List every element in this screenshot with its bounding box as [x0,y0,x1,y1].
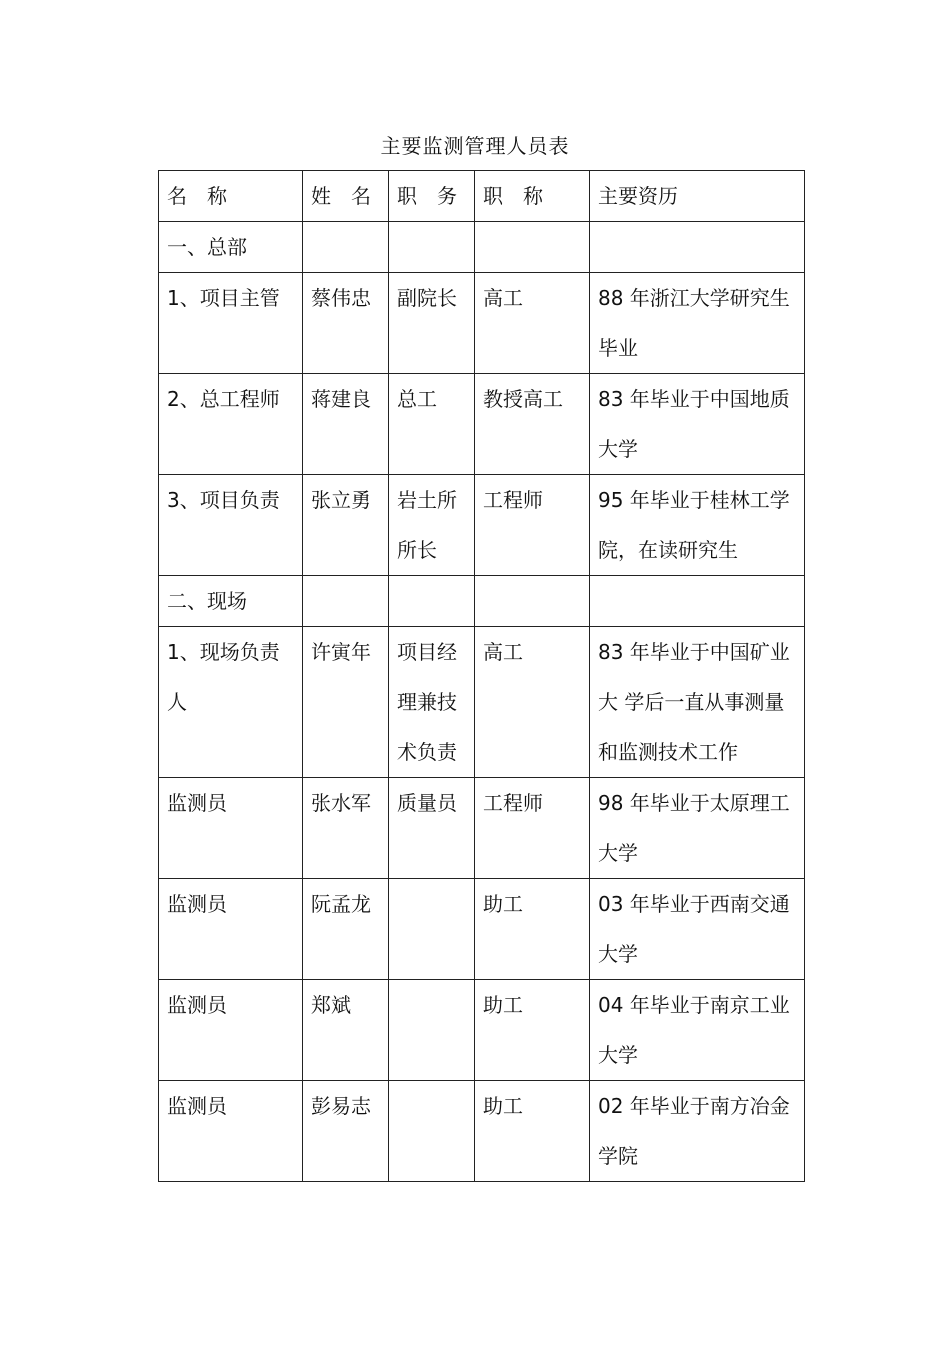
name-cell: 1、项目主管 [159,273,303,374]
experience-cell: 83 年毕业于中国矿业大 学后一直从事测量 和监测技术工作 [590,627,805,778]
title-cell: 工程师 [475,778,590,879]
name-cell: 2、总工程师 [159,374,303,475]
name-cell: 监测员 [159,879,303,980]
position-cell: 质量员 [389,778,475,879]
title-cell: 助工 [475,1081,590,1182]
name-cell: 监测员 [159,778,303,879]
experience-cell: 83 年毕业于中国地质大学 [590,374,805,475]
title-cell: 教授高工 [475,374,590,475]
title-cell: 高工 [475,273,590,374]
person-cell: 张立勇 [303,475,389,576]
table-row [159,980,805,1081]
table-row [159,374,805,475]
header-cell-title: 职 称 [475,171,590,222]
name-cell: 监测员 [159,1081,303,1182]
table-row [159,879,805,980]
header-cell-experience: 主要资历 [590,171,805,222]
person-cell: 阮孟龙 [303,879,389,980]
title-cell: 高工 [475,627,590,778]
position-cell [389,1081,475,1182]
table-row [159,627,805,778]
experience-cell: 03 年毕业于西南交通大学 [590,879,805,980]
experience-cell: 98 年毕业于太原理工大学 [590,778,805,879]
position-cell [389,576,475,627]
person-cell: 蔡伟忠 [303,273,389,374]
title-cell: 助工 [475,879,590,980]
name-cell: 二、现场 [159,576,303,627]
title-cell: 助工 [475,980,590,1081]
position-cell: 岩土所所长 [389,475,475,576]
name-cell: 一、总部 [159,222,303,273]
experience-cell [590,576,805,627]
table-row [159,222,805,273]
table-row [159,576,805,627]
page-title: 主要监测管理人员表 [380,134,570,158]
person-cell: 张水军 [303,778,389,879]
position-cell: 项目经理兼技术负责 [389,627,475,778]
experience-cell: 04 年毕业于南京工业大学 [590,980,805,1081]
experience-cell: 95 年毕业于桂林工学院，在读研究生 [590,475,805,576]
table-row [159,1081,805,1182]
person-cell: 蒋建良 [303,374,389,475]
staff-table [158,170,805,1182]
table-header-row [159,171,805,222]
name-cell: 3、项目负责 [159,475,303,576]
experience-cell [590,222,805,273]
header-cell-position: 职 务 [389,171,475,222]
person-cell: 郑斌 [303,980,389,1081]
name-cell: 监测员 [159,980,303,1081]
person-cell [303,576,389,627]
title-cell [475,222,590,273]
person-cell: 彭易志 [303,1081,389,1182]
header-cell-name: 名 称 [159,171,303,222]
experience-cell: 88 年浙江大学研究生毕业 [590,273,805,374]
name-cell: 1、现场负责人 [159,627,303,778]
table-row [159,475,805,576]
position-cell: 总工 [389,374,475,475]
position-cell [389,980,475,1081]
header-cell-person: 姓 名 [303,171,389,222]
title-cell: 工程师 [475,475,590,576]
person-cell: 许寅年 [303,627,389,778]
position-cell [389,222,475,273]
title-cell [475,576,590,627]
table-row [159,778,805,879]
position-cell [389,879,475,980]
person-cell [303,222,389,273]
experience-cell: 02 年毕业于南方冶金学院 [590,1081,805,1182]
position-cell: 副院长 [389,273,475,374]
table-row [159,273,805,374]
